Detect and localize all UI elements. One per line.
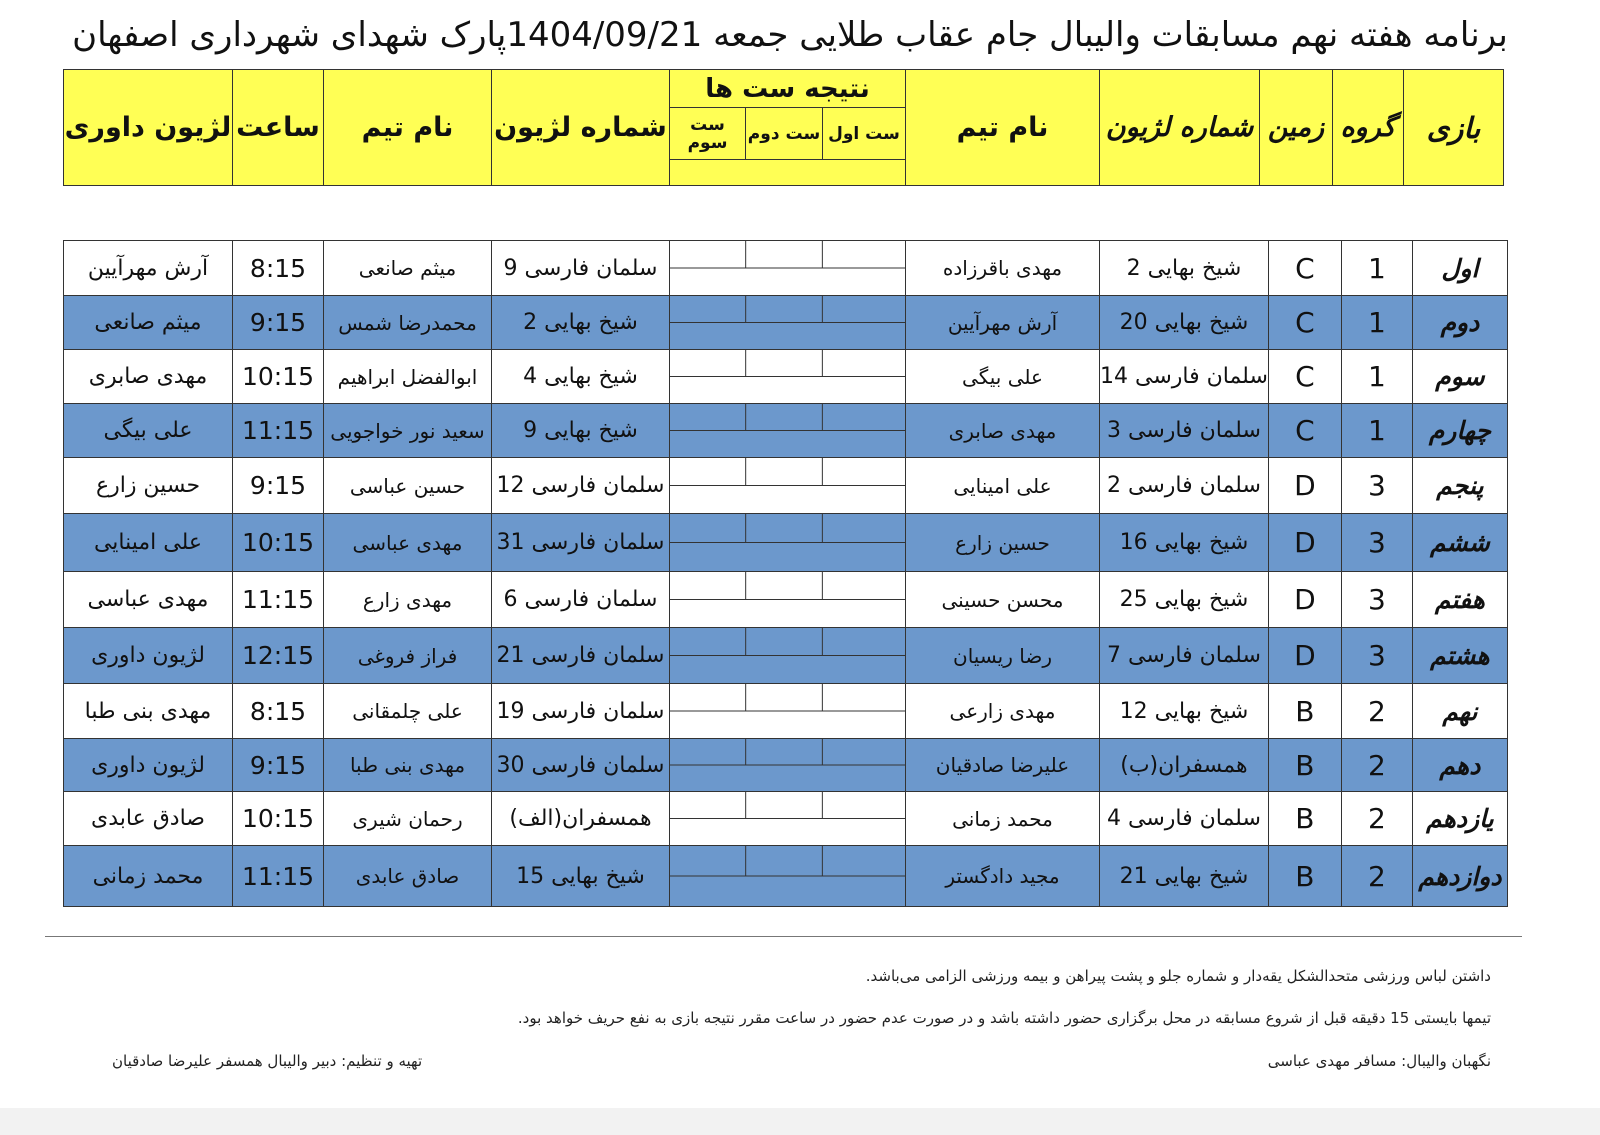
group-cell: 2	[1341, 846, 1412, 907]
note-arrival: تیمها بایستی 15 دقیقه قبل از شروع مسابقه در محل برگزاری حضور داشته باشد و در صورت عدم حضور در ساعت مقرر نتیجه بازی به نفع حریف خواهد بود.	[517, 1009, 1491, 1027]
team-name-2-cell: محمدرضا شمس	[324, 296, 492, 350]
team-name-1-cell: رضا ریسیان	[906, 628, 1100, 684]
legion-number-1-cell: 16 شیخ بهایی	[1100, 514, 1269, 572]
team-name-1-cell: حسین زارع	[906, 514, 1100, 572]
footer-divider	[45, 936, 1522, 937]
team-name-2-cell: مهدی بنی طبا	[324, 739, 492, 792]
game-cell: پنجم	[1412, 458, 1507, 514]
group-cell: 3	[1341, 514, 1412, 572]
game-cell: دوم	[1412, 296, 1507, 350]
set-results-cell	[670, 628, 906, 684]
header-court: زمین	[1260, 70, 1333, 186]
table-row	[64, 572, 1508, 628]
team-name-1-cell: محمد زمانی	[906, 792, 1100, 846]
court-cell: B	[1268, 684, 1341, 739]
time-cell: 9:15	[233, 739, 324, 792]
court-cell: D	[1268, 458, 1341, 514]
team-name-1-cell: علیرضا صادقیان	[906, 739, 1100, 792]
page-title: برنامه هفته نهم مسابقات والیبال جام عقاب طلایی جمعه 1404/09/21پارک شهدای شهرداری اصفهان	[72, 15, 1508, 55]
set-results-cell	[670, 846, 906, 907]
set-results-cell	[670, 458, 906, 514]
header-set-1: ست اول	[823, 108, 906, 160]
game-cell: ششم	[1412, 514, 1507, 572]
legion-number-2-cell: 4 شیخ بهایی	[492, 350, 670, 404]
court-cell: D	[1268, 514, 1341, 572]
team-name-1-cell: آرش مهرآیین	[906, 296, 1100, 350]
table-row	[64, 458, 1508, 514]
header-game: بازی	[1404, 70, 1504, 186]
legion-number-1-cell: 12 شیخ بهایی	[1100, 684, 1269, 739]
set-score-grid	[670, 739, 905, 791]
group-cell: 2	[1341, 739, 1412, 792]
table-row	[64, 846, 1508, 907]
legion-number-1-cell: 14 سلمان فارسی	[1100, 350, 1269, 404]
court-cell: C	[1268, 296, 1341, 350]
legion-number-1-cell: 7 سلمان فارسی	[1100, 628, 1269, 684]
group-cell: 1	[1341, 350, 1412, 404]
header-legion-number-2: شماره لژیون	[492, 70, 670, 186]
time-cell: 11:15	[233, 572, 324, 628]
team-name-1-cell: علی امینایی	[906, 458, 1100, 514]
note-supervisor: نگهبان والیبال: مسافر مهدی عباسی	[1267, 1052, 1491, 1070]
time-cell: 9:15	[233, 458, 324, 514]
table-row	[64, 514, 1508, 572]
legion-number-2-cell: 9 شیخ بهایی	[492, 404, 670, 458]
referee-legion-cell: مهدی عباسی	[64, 572, 233, 628]
legion-number-2-cell: 15 شیخ بهایی	[492, 846, 670, 907]
team-name-1-cell: محسن حسینی	[906, 572, 1100, 628]
set-score-grid	[670, 684, 905, 738]
time-cell: 10:15	[233, 792, 324, 846]
game-cell: نهم	[1412, 684, 1507, 739]
header-set-3: ست سوم	[670, 108, 746, 160]
set-results-cell	[670, 296, 906, 350]
legion-number-2-cell: 21 سلمان فارسی	[492, 628, 670, 684]
court-cell: C	[1268, 241, 1341, 296]
schedule-header	[63, 69, 1504, 186]
table-row	[64, 296, 1508, 350]
legion-number-1-cell: 2 شیخ بهایی	[1100, 241, 1269, 296]
team-name-1-cell: مهدی زارعی	[906, 684, 1100, 739]
group-cell: 3	[1341, 572, 1412, 628]
group-cell: 3	[1341, 628, 1412, 684]
page-bottom-strip	[0, 1108, 1600, 1135]
referee-legion-cell: علی امینایی	[64, 514, 233, 572]
time-cell: 11:15	[233, 404, 324, 458]
game-cell: یازدهم	[1412, 792, 1507, 846]
referee-legion-cell: مهدی بنی طبا	[64, 684, 233, 739]
set-results-cell	[670, 514, 906, 572]
referee-legion-cell: حسین زارع	[64, 458, 233, 514]
note-uniform: داشتن لباس ورزشی متحدالشکل یقه‌دار و شماره جلو و پشت پیراهن و بیمه ورزشی الزامی می‌باشد.	[865, 967, 1491, 985]
legion-number-1-cell: 2 سلمان فارسی	[1100, 458, 1269, 514]
table-row	[64, 684, 1508, 739]
legion-number-1-cell: 21 شیخ بهایی	[1100, 846, 1269, 907]
legion-number-1-cell: 3 سلمان فارسی	[1100, 404, 1269, 458]
set-results-cell	[670, 572, 906, 628]
court-cell: B	[1268, 739, 1341, 792]
set-score-grid	[670, 572, 905, 627]
team-name-2-cell: صادق عابدی	[324, 846, 492, 907]
team-name-2-cell: رحمان شیری	[324, 792, 492, 846]
set-score-grid	[670, 350, 905, 403]
group-cell: 1	[1341, 296, 1412, 350]
referee-legion-cell: میثم صانعی	[64, 296, 233, 350]
set-score-grid	[670, 404, 905, 457]
game-cell: سوم	[1412, 350, 1507, 404]
header-set-2: ست دوم	[746, 108, 823, 160]
team-name-2-cell: حسین عباسی	[324, 458, 492, 514]
legion-number-1-cell: 25 شیخ بهایی	[1100, 572, 1269, 628]
set-results-cell	[670, 404, 906, 458]
team-name-2-cell: علی چلمقانی	[324, 684, 492, 739]
legion-number-2-cell: 9 سلمان فارسی	[492, 241, 670, 296]
time-cell: 10:15	[233, 514, 324, 572]
legion-number-2-cell: 12 سلمان فارسی	[492, 458, 670, 514]
header-referee-legion: لژیون داوری	[64, 70, 233, 186]
set-score-grid	[670, 458, 905, 513]
court-cell: D	[1268, 628, 1341, 684]
header-team-name-2: نام تیم	[324, 70, 492, 186]
group-cell: 1	[1341, 241, 1412, 296]
schedule-table	[63, 240, 1508, 907]
game-cell: دهم	[1412, 739, 1507, 792]
court-cell: B	[1268, 792, 1341, 846]
header-set-results: نتیجه ست ها	[670, 70, 906, 108]
time-cell: 12:15	[233, 628, 324, 684]
team-name-1-cell: مجید دادگستر	[906, 846, 1100, 907]
team-name-2-cell: ابوالفضل ابراهیم	[324, 350, 492, 404]
team-name-2-cell: میثم صانعی	[324, 241, 492, 296]
game-cell: اول	[1412, 241, 1507, 296]
table-row	[64, 792, 1508, 846]
header-team-name-1: نام تیم	[906, 70, 1100, 186]
game-cell: هشتم	[1412, 628, 1507, 684]
set-results-cell	[670, 241, 906, 296]
time-cell: 9:15	[233, 296, 324, 350]
court-cell: C	[1268, 350, 1341, 404]
team-name-2-cell: سعید نور خواجویی	[324, 404, 492, 458]
time-cell: 8:15	[233, 241, 324, 296]
header-result-blank	[670, 160, 906, 186]
team-name-2-cell: مهدی عباسی	[324, 514, 492, 572]
court-cell: B	[1268, 846, 1341, 907]
set-score-grid	[670, 296, 905, 349]
table-row	[64, 628, 1508, 684]
team-name-1-cell: مهدی باقرزاده	[906, 241, 1100, 296]
table-row	[64, 404, 1508, 458]
team-name-1-cell: علی بیگی	[906, 350, 1100, 404]
table-row	[64, 241, 1508, 296]
group-cell: 1	[1341, 404, 1412, 458]
team-name-2-cell: فراز فروغی	[324, 628, 492, 684]
legion-number-2-cell: 30 سلمان فارسی	[492, 739, 670, 792]
group-cell: 2	[1341, 684, 1412, 739]
referee-legion-cell: لژیون داوری	[64, 739, 233, 792]
set-results-cell	[670, 684, 906, 739]
table-row	[64, 739, 1508, 792]
game-cell: هفتم	[1412, 572, 1507, 628]
header-group: گروه	[1333, 70, 1404, 186]
court-cell: D	[1268, 572, 1341, 628]
set-score-grid	[670, 514, 905, 571]
referee-legion-cell: صادق عابدی	[64, 792, 233, 846]
legion-number-2-cell: 31 سلمان فارسی	[492, 514, 670, 572]
table-row	[64, 350, 1508, 404]
team-name-2-cell: مهدی زارع	[324, 572, 492, 628]
set-score-grid	[670, 241, 905, 295]
referee-legion-cell: آرش مهرآیین	[64, 241, 233, 296]
set-score-grid	[670, 792, 905, 845]
referee-legion-cell: لژیون داوری	[64, 628, 233, 684]
legion-number-1-cell: 20 شیخ بهایی	[1100, 296, 1269, 350]
set-results-cell	[670, 350, 906, 404]
set-results-cell	[670, 739, 906, 792]
note-prepared-by: تهیه و تنظیم: دبیر والیبال همسفر علیرضا صادقیان	[112, 1052, 423, 1070]
time-cell: 8:15	[233, 684, 324, 739]
legion-number-2-cell: همسفران(الف)	[492, 792, 670, 846]
referee-legion-cell: محمد زمانی	[64, 846, 233, 907]
set-score-grid	[670, 846, 905, 906]
team-name-1-cell: مهدی صابری	[906, 404, 1100, 458]
legion-number-2-cell: 2 شیخ بهایی	[492, 296, 670, 350]
legion-number-1-cell: 4 سلمان فارسی	[1100, 792, 1269, 846]
set-score-grid	[670, 628, 905, 683]
header-legion-number-1: شماره لژیون	[1100, 70, 1260, 186]
group-cell: 3	[1341, 458, 1412, 514]
court-cell: C	[1268, 404, 1341, 458]
legion-number-2-cell: 19 سلمان فارسی	[492, 684, 670, 739]
time-cell: 10:15	[233, 350, 324, 404]
legion-number-2-cell: 6 سلمان فارسی	[492, 572, 670, 628]
header-time: ساعت	[233, 70, 324, 186]
legion-number-1-cell: همسفران(ب)	[1100, 739, 1269, 792]
group-cell: 2	[1341, 792, 1412, 846]
referee-legion-cell: علی بیگی	[64, 404, 233, 458]
referee-legion-cell: مهدی صابری	[64, 350, 233, 404]
game-cell: دوازدهم	[1412, 846, 1507, 907]
set-results-cell	[670, 792, 906, 846]
time-cell: 11:15	[233, 846, 324, 907]
game-cell: چهارم	[1412, 404, 1507, 458]
